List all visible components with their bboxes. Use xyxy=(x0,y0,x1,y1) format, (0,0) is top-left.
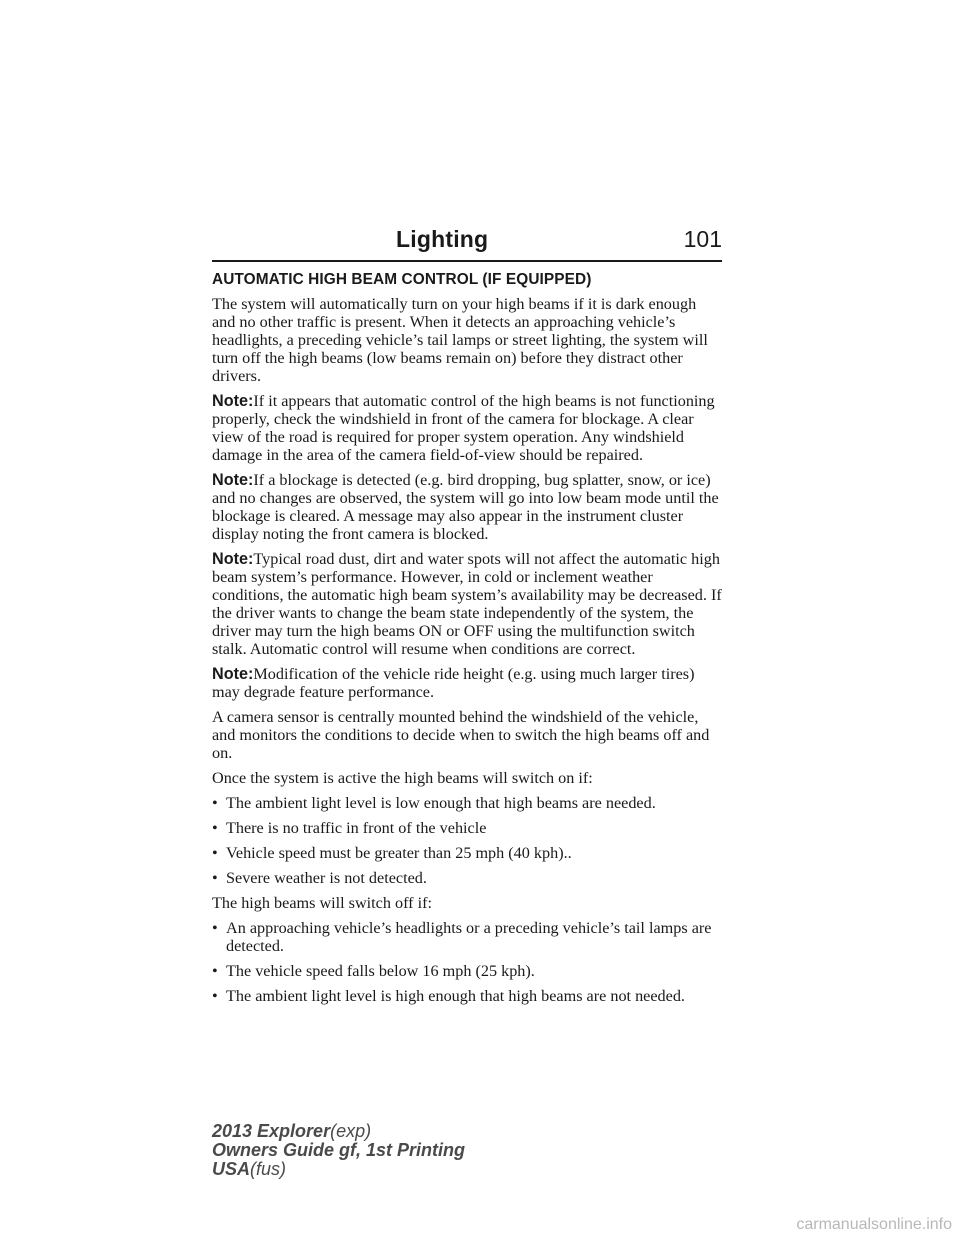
page-header xyxy=(212,226,722,262)
note-text: If it appears that automatic control of the high beams is not functioning properly, check the windshield in front of the camera for blockage. A clear view of the road is required for proper system operation. Any windshield damage in the area of the camera field-of-view should be repaired. xyxy=(212,392,715,464)
list-item xyxy=(212,962,722,980)
footer-line xyxy=(212,1141,465,1160)
note-paragraph xyxy=(212,550,722,658)
bullet-icon: • xyxy=(212,844,218,862)
page-number: 101 xyxy=(683,226,722,252)
header-rule xyxy=(212,260,722,262)
bullet-icon: • xyxy=(212,919,218,937)
note-label: Note: xyxy=(212,392,254,410)
list-item xyxy=(212,919,722,955)
list-item-text: The ambient light level is high enough that high beams are not needed. xyxy=(226,987,685,1005)
bullet-icon: • xyxy=(212,869,218,887)
note-text: Typical road dust, dirt and water spots will not affect the automatic high beam system’s performance. However, in cold or inclement weather conditions, the automatic high beam system’s availability may be decreased. If the driver wants to change the beam state independently of the system, the driver may turn the high beams ON or OFF using the multifunction switch stalk. Automatic control will resume when conditions are correct. xyxy=(212,550,722,658)
footer-line xyxy=(212,1160,465,1179)
print-footer xyxy=(212,1122,465,1179)
switch-on-intro: Once the system is active the high beams will switch on if: xyxy=(212,769,593,787)
section-heading: AUTOMATIC HIGH BEAM CONTROL (IF EQUIPPED) xyxy=(212,271,592,288)
switch-off-intro: The high beams will switch off if: xyxy=(212,894,432,912)
switch-off-list xyxy=(212,919,722,1005)
footer-model-code: (exp) xyxy=(330,1121,372,1141)
list-item-text: There is no traffic in front of the vehicle xyxy=(226,819,487,837)
footer-guide: Owners Guide gf, 1st Printing xyxy=(212,1140,466,1160)
note-paragraph xyxy=(212,471,722,543)
list-item xyxy=(212,794,722,812)
switch-on-list xyxy=(212,794,722,887)
footer-line xyxy=(212,1122,465,1141)
bullet-icon: • xyxy=(212,794,218,812)
list-item-text: Severe weather is not detected. xyxy=(226,869,427,887)
note-label: Note: xyxy=(212,471,254,489)
note-paragraph xyxy=(212,665,722,701)
list-item-text: An approaching vehicle’s headlights or a preceding vehicle’s tail lamps are detected. xyxy=(226,919,712,955)
footer-market-code: (fus) xyxy=(250,1159,287,1179)
list-item-text: The vehicle speed falls below 16 mph (25 kph). xyxy=(226,962,535,980)
note-paragraph xyxy=(212,392,722,464)
camera-paragraph: A camera sensor is centrally mounted behind the windshield of the vehicle, and monitors the conditions to decide when to switch the high beams off and on. xyxy=(212,708,710,762)
list-item xyxy=(212,819,722,837)
bullet-icon: • xyxy=(212,819,218,837)
list-item xyxy=(212,987,722,1005)
note-label: Note: xyxy=(212,665,254,683)
watermark: carmanualsonline.info xyxy=(796,1216,952,1233)
intro-paragraph: The system will automatically turn on your high beams if it is dark enough and no other traffic is present. When it detects an approaching vehicle’s headlights, a preceding vehicle’s tail lamps or street lighting, the system will turn off the high beams (low beams remain on) before they distract other drivers. xyxy=(212,295,708,385)
footer-market: USA xyxy=(212,1159,251,1179)
page-content xyxy=(212,271,722,1012)
section-title: Lighting xyxy=(396,226,489,252)
bullet-icon: • xyxy=(212,987,218,1005)
list-item xyxy=(212,844,722,862)
footer-model: 2013 Explorer xyxy=(212,1121,331,1141)
note-label: Note: xyxy=(212,550,254,568)
list-item xyxy=(212,869,722,887)
bullet-icon: • xyxy=(212,962,218,980)
list-item-text: The ambient light level is low enough that high beams are needed. xyxy=(226,794,656,812)
note-text: If a blockage is detected (e.g. bird dropping, bug splatter, snow, or ice) and no changes are observed, the system will go into low beam mode until the blockage is cleared. A message may also appear in the instrument cluster display noting the front camera is blocked. xyxy=(212,471,719,543)
note-text: Modification of the vehicle ride height (e.g. using much larger tires) may degrade feature performance. xyxy=(212,665,695,701)
list-item-text: Vehicle speed must be greater than 25 mph (40 kph).. xyxy=(226,844,572,862)
